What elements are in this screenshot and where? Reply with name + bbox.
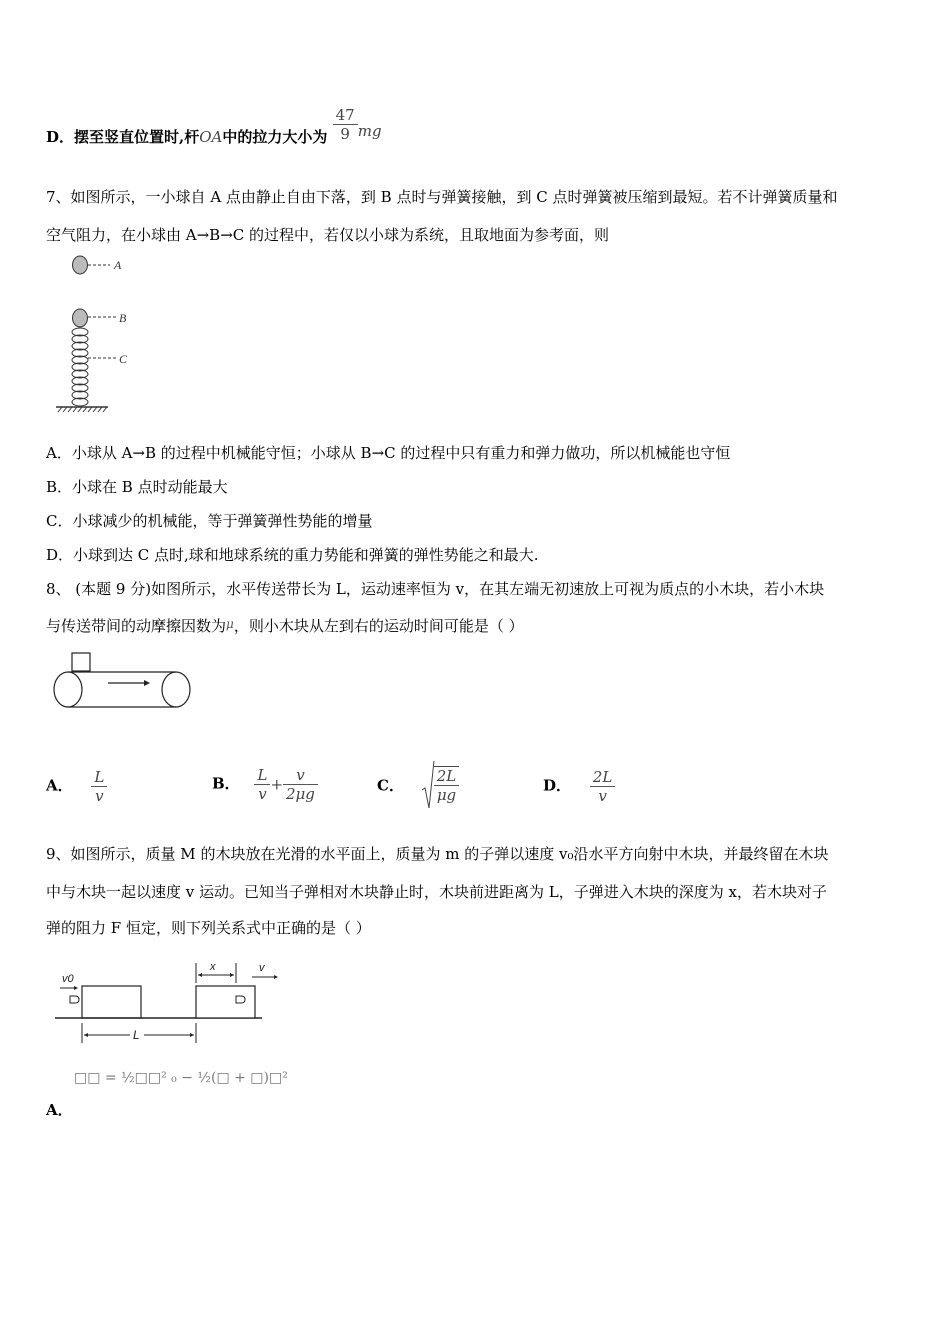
q8-opta-frac — [91, 768, 107, 805]
l-arrow-right — [190, 1033, 194, 1037]
q9-stem-line2: 中与木块一起以速度 v 运动。已知当子弹相对木块静止时，木块前进距离为 L，子弹进入木块的深度为 x，若木块对子 — [46, 883, 827, 901]
wood-block — [72, 653, 90, 671]
q8-line2-b: ，则小木块从左到右的运动时间可能是（ ） — [233, 617, 524, 635]
q8-option-d — [543, 768, 615, 805]
bullet-initial — [70, 996, 79, 1003]
q6-optd-text: D．摆至竖直位置时,杆 — [46, 128, 200, 146]
q6-optd-var: OA — [199, 128, 223, 146]
q9-stem-line3: 弹的阻力 F 恒定，则下列关系式中正确的是（ ） — [46, 919, 371, 937]
q7-stem-line1: 7、如图所示，一小球自 A 点由静止自由下落，到 B 点时与弹簧接触，到 C 点时弹簧被压缩到最短。若不计弹簧质量和 — [46, 188, 838, 206]
q8-optb-den2: 2μg — [283, 784, 318, 803]
l-arrow-left — [84, 1033, 88, 1037]
q9-bullet-block-figure — [52, 955, 292, 1050]
q8-optb-plus: + — [270, 775, 284, 794]
q7-stem-line2: 空气阻力，在小球由 A→B→C 的过程中，若仅以小球为系统，且取地面为参考面，则 — [46, 226, 610, 244]
q8-optd-num: 2L — [592, 768, 613, 786]
label-v: v — [259, 962, 265, 974]
q7-option-d: D．小球到达 C 点时,球和地球系统的重力势能和弹簧的弹性势能之和最大. — [46, 546, 539, 564]
q8-stem-line1: 8、 (本题 9 分)如图所示，水平传送带长为 L，运动速率恒为 v，在其左端无初速放上可视为质点的小木块，若小木块 — [46, 580, 825, 598]
block-initial — [82, 986, 141, 1018]
q6-option-d — [46, 105, 382, 147]
q7-option-b: B．小球在 B 点时动能最大 — [46, 478, 228, 496]
sqrt-sign — [421, 760, 435, 810]
q8-optb-frac2 — [283, 766, 318, 803]
q8-stem-line2 — [46, 615, 524, 636]
x-arrow-right — [230, 973, 234, 977]
spring-coils — [72, 328, 88, 406]
q8-opta-label: A． — [46, 776, 73, 795]
label-l: L — [133, 1028, 140, 1042]
q8-conveyor-figure — [50, 650, 195, 712]
motion-arrow-head — [144, 680, 150, 686]
q8-option-a — [46, 768, 107, 805]
v-arrow-head — [274, 975, 278, 979]
q7-option-c: C．小球减少的机械能，等于弹簧弹性势能的增量 — [46, 512, 373, 530]
block-final — [196, 986, 255, 1018]
q8-optb-frac1 — [254, 766, 270, 803]
q9-option-a-formula: □□ = ½□□² ₀ − ½(□ + □)□² — [74, 1070, 288, 1086]
q7-spring-figure — [52, 252, 142, 417]
q8-mu-symbol: μ — [226, 617, 234, 631]
ball-at-a — [73, 256, 88, 274]
q9-option-a-label: A． — [46, 1101, 73, 1119]
q8-optd-label: D． — [543, 776, 572, 795]
q8-opta-num: L — [94, 768, 105, 786]
q6-fraction — [333, 106, 358, 143]
q8-option-b — [212, 766, 318, 803]
q6-frac-num: 47 — [335, 105, 355, 124]
q8-optd-den: v — [590, 786, 616, 805]
q8-optc-den: μg — [434, 785, 460, 804]
q6-frac-den: 9 — [333, 124, 358, 143]
q8-optc-frac — [434, 766, 460, 804]
q8-opta-den: v — [91, 786, 107, 805]
v0-arrow-head — [74, 986, 78, 990]
x-arrow-left — [198, 973, 202, 977]
q8-optd-frac — [590, 768, 616, 805]
q6-optd-unit: mg — [357, 122, 382, 140]
label-x: x — [210, 961, 216, 973]
q8-optb-num2: v — [296, 766, 305, 784]
label-c: C — [119, 352, 128, 366]
label-v0: v0 — [62, 973, 74, 985]
q8-optb-den1: v — [254, 784, 270, 803]
q8-option-c — [377, 760, 459, 810]
q6-optd-mid: 中的拉力大小为 — [222, 128, 328, 146]
label-b: B — [119, 311, 127, 325]
label-a: A — [114, 258, 122, 272]
q9-stem-line1: 9、如图所示，质量 M 的木块放在光滑的水平面上，质量为 m 的子弹以速度 v₀沿水平方向射中木块，并最终留在木块 — [46, 845, 829, 863]
ball-at-b — [73, 309, 88, 327]
right-roller — [162, 672, 190, 707]
q8-optb-num1: L — [257, 766, 268, 784]
left-roller — [54, 672, 82, 707]
q8-optb-label: B． — [212, 774, 240, 793]
q8-optc-num: 2L — [436, 767, 457, 785]
q8-optc-label: C． — [377, 776, 404, 795]
q8-line2-a: 与传送带间的动摩擦因数为 — [46, 617, 227, 635]
q7-option-a: A．小球从 A→B 的过程中机械能守恒；小球从 B→C 的过程中只有重力和弹力做功，所以机械能也守恒 — [46, 444, 731, 462]
